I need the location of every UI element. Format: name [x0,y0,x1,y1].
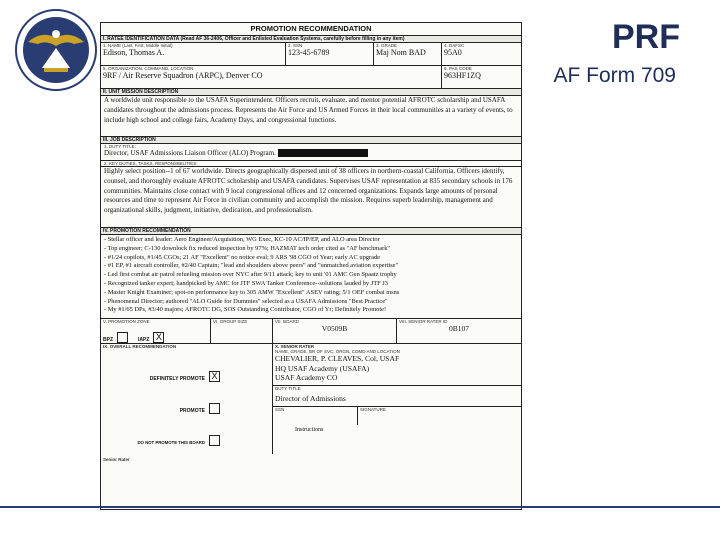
key-duties-label: 2. KEY DUTIES, TASKS, RESPONSIBILITIES: [104,161,198,166]
ipz-label: IAPZ [138,337,150,343]
ratee-row-2 [101,66,521,89]
ratee-pas-code: 963HF1ZQ [444,71,481,80]
promotion-zone-cell [101,319,211,343]
bullet-line: - #1/24 copilots, #1/45 CGOs; 21 AF "Excellent" no notice eval; 9 ARS '98 CGO of Year; early AC upgrade [104,253,380,261]
bullet-line: - Led first combat air patrol refueling mission over NYC after 9/11 attack; key to unit '01 AMC Gen Spaatz trophy [104,271,397,279]
ssn-label: 2. SSN [288,43,303,48]
senior-rater-id: 0B107 [448,324,469,333]
pas-cell [442,66,521,88]
name-label: 1. NAME (Last, First, Middle Initial) [103,43,173,48]
grade-cell [374,43,442,65]
duty-title: Director, USAF Admissions Liaison Officer (ALO) Program. [104,149,276,157]
board-cell [273,319,397,343]
senior-rater-id-cell [397,319,521,343]
group-size-cell [211,319,273,343]
bpz-label: BPZ [103,337,113,343]
org-label: 5. ORGANIZATION, COMMAND, LOCATION [103,66,194,71]
senior-rater-ssn-cell [273,407,358,425]
section-ratee-identification: I. RATEE IDENTIFICATION DATA (Read AF 36-2406, Officer and Enlisted Evaluation Systems, carefully before filling in any item) [101,36,521,43]
ratee-ssn: 123-45-6789 [288,48,330,57]
ratee-grade: Maj Nom BAD [376,48,426,57]
slide-title: PRF [612,18,680,56]
ratee-org: 9RF / Air Reserve Squadron (ARPC), Denver CO [103,71,263,80]
definitely-promote-label: DEFINITELY PROMOTE [149,376,205,382]
bullet-line: - Stellar officer and leader: Aero Engineer/Acquisition, WG Exec, KC-10 AC/IP/EP, and ALO area Director [104,236,380,243]
duty-title-block [101,144,521,161]
name-cell [101,43,286,65]
group-size-label: VI. GROUP SIZE [213,319,248,324]
duty-title-label: 1. DUTY TITLE: [104,144,136,149]
board-id: V0509B [321,324,348,333]
senior-rater-org-line: HQ USAF Academy (USAFA) [275,363,370,373]
do-not-promote-label: DO NOT PROMOTE THIS BOARD [137,440,205,445]
definitely-promote-option [103,367,270,385]
senior-rater-duty: Director of Admissions [275,393,346,403]
bullet-line: - Top engineer; C-130 downlock fix reduced inspection by 97%; HAZMAT tech order cited as "AF benchmark" [104,244,391,252]
promote-option [103,399,270,417]
section-promotion-recommendation: IV. PROMOTION RECOMMENDATION [101,228,521,235]
overall-recommendation-label: IX. OVERALL RECOMMENDATION [103,344,177,349]
slide-subtitle: AF Form 709 [553,64,676,87]
usaf-academy-seal [14,8,98,92]
do-not-promote-option [103,431,270,449]
promote-label: PROMOTE [179,408,205,414]
promotion-zone-label: V. PROMOTION ZONE [103,319,150,324]
zone-board-row [101,319,521,344]
senior-rater-duty-block [273,385,521,404]
org-cell [101,66,442,88]
senior-rater-cell [273,344,521,454]
promotion-bullets [101,235,521,319]
duty-title-line [104,149,518,158]
instructions-link[interactable]: Instructions [295,426,324,433]
ratee-row-1 [101,43,521,66]
bullet-line: - Master Knight Examiner; spot-on performance key to 305 AMW "Excellent" ASEV rating; 5/1 OEF combat msns [104,288,400,296]
overall-recommendation-cell [101,344,273,462]
senior-rater-signature-row [273,406,521,425]
board-label: VII. BOARD [275,319,300,324]
recommendation-row [101,344,521,462]
bullet-line: - #1 EP, #1 aircraft controller, #2/40 Captain; "lead and shoulders above peers" and "unmatched aviation expertise" [104,262,399,270]
promotion-recommendation-form [100,22,522,510]
redaction-bar [278,149,368,157]
senior-rater-id-label: VIII. SENIOR RATER ID [399,319,448,324]
dafsc-label: 4. DAFSC [444,43,465,48]
section-unit-mission: II. UNIT MISSION DESCRIPTION [101,89,521,96]
bullet-line: - Recognized tanker expert; handpicked by AMC for JTF SWA Tanker Conference--solutions lauded by JTF J3 [104,279,388,287]
ipz-checkbox[interactable]: X [153,332,164,343]
ssn-cell [286,43,374,65]
senior-rater-name-block [275,354,519,383]
senior-rater-duty-label: DUTY TITLE [275,385,301,391]
unit-mission-text: A worldwide unit responsible to the USAFA Superintendent. Officers recruit, evaluate, and mentor potential AFROTC scholarship and USAFA candidates throughout the admissions process. Represents the Air Force and US Armed Forces in their local communities at a variety of events, to include high school and college fairs, Academy Days, and congressional functions. [101,96,521,137]
senior-rater-name-line: CHEVALIER, P. CLEAVES, Col, USAF [275,354,400,363]
pas-label: 6. PAS CODE [444,66,472,71]
grade-label: 3. GRADE [376,43,398,48]
senior-rater-signature-cell [358,407,521,425]
bullet-line: - My #1/65 DPs, #3/40 majors; AFROTC DG, SOS Outstanding Contributor, CGO of Yr; Definitely Promote! [104,306,387,314]
bullet-line: - Phenomenal Director; authored "ALO Guide for Dummies" selected as a USAFA Admissions "Best Practice" [104,297,388,305]
bpz-checkbox[interactable] [117,332,128,343]
promote-checkbox[interactable] [209,403,220,414]
footer-left-label: Senior Rater [103,457,130,462]
form-header: PROMOTION RECOMMENDATION [101,23,521,36]
definitely-promote-checkbox[interactable]: X [209,371,220,382]
key-duties-text: Highly select position--1 of 67 worldwide. Directs geographically dispersed unit of 38 officers in northern-coastal California. Officers identify, counsel, and thoroughly evaluate AFROTC scholarship and USAFA candidates. Supervises USAF representation at 835 secondary schools in 176 communities. Maintains close contact with 9 local congressional offices and 12 concerned organizations. Expands large amounts of personal resources and time to represent Air Force in civilian community and accomplish the mission. Requires superb leadership, management and organizational skills, judgment, initiative, dedication, and professionalism. [101,167,521,228]
senior-rater-name-label: NAME, GRADE, BR OF SVC, ORGN, COMD AND LOCATION [275,349,400,354]
section-job-description: III. JOB DESCRIPTION [101,137,521,144]
senior-rater-ssn-label: SSN [275,406,285,412]
ratee-name: Edison, Thomas A. [103,48,165,57]
senior-rater-label: X. SENIOR RATER [275,344,315,349]
do-not-promote-checkbox[interactable] [209,435,220,446]
bottom-rule [0,506,720,508]
dafsc-cell [442,43,521,65]
senior-rater-signature-label: SIGNATURE [360,406,386,412]
ratee-dafsc: 95A0 [444,48,462,57]
senior-rater-location-line: USAF Academy CO [275,373,338,382]
